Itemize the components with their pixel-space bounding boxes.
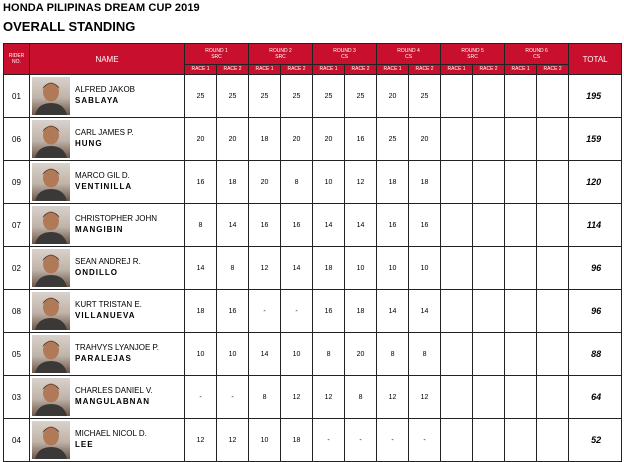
race-points (473, 75, 505, 118)
round-label: ROUND 1 (205, 47, 228, 54)
race-points (537, 118, 569, 161)
rider-first-name: MARCO GIL D. (75, 171, 130, 180)
race-points: - (185, 376, 217, 419)
race-points (505, 247, 537, 290)
race-points: 25 (217, 75, 249, 118)
round-header (377, 44, 441, 65)
race-points: 25 (313, 75, 345, 118)
race-points: 20 (313, 118, 345, 161)
race-points: 18 (377, 161, 409, 204)
rider-photo (32, 77, 70, 115)
race-header: RACE 1 (185, 64, 217, 74)
round-header (313, 44, 377, 65)
race-points: 8 (249, 376, 281, 419)
race-points: 10 (313, 161, 345, 204)
total-points: 159 (569, 118, 622, 161)
race-points (505, 333, 537, 376)
rider-last-name: LEE (75, 440, 94, 449)
race-points: 10 (249, 419, 281, 462)
rider-first-name: CARL JAMES P. (75, 128, 134, 137)
rider-photo (32, 378, 70, 416)
rider-first-name: CHARLES DANIEL V. (75, 386, 153, 395)
rider-row (4, 118, 622, 161)
race-header: RACE 1 (505, 64, 537, 74)
rider-name-cell (30, 75, 185, 118)
rider-name-cell (30, 247, 185, 290)
race-points: 25 (377, 118, 409, 161)
race-points (537, 247, 569, 290)
rider-first-name: CHRISTOPHER JOHN (75, 214, 158, 223)
rider-name-cell (30, 376, 185, 419)
race-points: 10 (377, 247, 409, 290)
rider-last-name: VENTINILLA (75, 182, 133, 191)
race-points: 14 (185, 247, 217, 290)
race-points: 25 (249, 75, 281, 118)
race-points: 16 (409, 204, 441, 247)
race-points: 20 (345, 333, 377, 376)
race-points: - (249, 290, 281, 333)
rider-photo (32, 206, 70, 244)
rider-row (4, 247, 622, 290)
race-points (441, 118, 473, 161)
race-points: 16 (217, 290, 249, 333)
race-points: - (377, 419, 409, 462)
race-points: 10 (281, 333, 313, 376)
race-points: - (345, 419, 377, 462)
race-points (441, 290, 473, 333)
rider-photo (32, 163, 70, 201)
round-type: CS (405, 53, 413, 60)
total-header: TOTAL (569, 44, 622, 75)
round-label: ROUND 2 (269, 47, 292, 54)
rider-number: 08 (4, 290, 30, 333)
rider-first-name: MICHAEL NICOL D. (75, 429, 147, 438)
race-points: 14 (217, 204, 249, 247)
race-points (537, 161, 569, 204)
race-points: 18 (345, 290, 377, 333)
race-points (473, 376, 505, 419)
race-header: RACE 2 (217, 64, 249, 74)
total-points: 88 (569, 333, 622, 376)
total-points: 96 (569, 290, 622, 333)
race-points: 14 (377, 290, 409, 333)
page-subtitle: OVERALL STANDING (3, 19, 136, 34)
race-points: 18 (281, 419, 313, 462)
round-header (505, 44, 569, 65)
race-points: - (409, 419, 441, 462)
rider-number: 01 (4, 75, 30, 118)
round-type: SRC (275, 53, 286, 60)
race-points: 8 (409, 333, 441, 376)
rider-number: 07 (4, 204, 30, 247)
rider-number: 09 (4, 161, 30, 204)
total-points: 120 (569, 161, 622, 204)
race-points: 16 (313, 290, 345, 333)
rider-last-name: SABLAYA (75, 96, 120, 105)
rider-number: 04 (4, 419, 30, 462)
race-header: RACE 1 (377, 64, 409, 74)
race-header: RACE 2 (409, 64, 441, 74)
rider-name-cell (30, 419, 185, 462)
race-points: 25 (185, 75, 217, 118)
race-points (441, 247, 473, 290)
race-points (473, 161, 505, 204)
race-header: RACE 1 (313, 64, 345, 74)
rider-last-name: ONDILLO (75, 268, 118, 277)
standings-table (3, 43, 622, 462)
rider-name-cell (30, 161, 185, 204)
rider-number: 05 (4, 333, 30, 376)
race-points: 25 (409, 75, 441, 118)
rider-number: 06 (4, 118, 30, 161)
rider-photo (32, 421, 70, 459)
race-points: 20 (249, 161, 281, 204)
rider-row (4, 419, 622, 462)
race-points: 8 (185, 204, 217, 247)
round-type: CS (341, 53, 349, 60)
race-points: 20 (185, 118, 217, 161)
race-points: 20 (217, 118, 249, 161)
race-points: - (313, 419, 345, 462)
race-points: 25 (345, 75, 377, 118)
rider-name-cell (30, 333, 185, 376)
race-points: 12 (345, 161, 377, 204)
total-points: 195 (569, 75, 622, 118)
race-header: RACE 2 (473, 64, 505, 74)
race-points: 18 (249, 118, 281, 161)
total-points: 96 (569, 247, 622, 290)
race-points (473, 333, 505, 376)
rider-first-name: KURT TRISTAN E. (75, 300, 142, 309)
rider-last-name: MANGULABNAN (75, 397, 150, 406)
rider-photo (32, 292, 70, 330)
race-points (441, 204, 473, 247)
rider-row (4, 161, 622, 204)
race-points (505, 376, 537, 419)
race-points (537, 75, 569, 118)
race-points: 10 (409, 247, 441, 290)
race-points (473, 290, 505, 333)
race-points: 8 (281, 161, 313, 204)
page-title: HONDA PILIPINAS DREAM CUP 2019 (3, 2, 200, 14)
race-points: 12 (185, 419, 217, 462)
round-header (441, 44, 505, 65)
race-points: 12 (409, 376, 441, 419)
race-points (505, 118, 537, 161)
race-points: 16 (185, 161, 217, 204)
race-points: 16 (345, 118, 377, 161)
race-points: 20 (377, 75, 409, 118)
race-points (473, 419, 505, 462)
race-points: 18 (185, 290, 217, 333)
race-points (473, 204, 505, 247)
race-points: 16 (249, 204, 281, 247)
race-points (505, 204, 537, 247)
rider-first-name: ALFRED JAKOB (75, 85, 136, 94)
race-points: 12 (313, 376, 345, 419)
race-points: 8 (313, 333, 345, 376)
rider-number: 02 (4, 247, 30, 290)
race-points (473, 118, 505, 161)
race-points: 12 (217, 419, 249, 462)
round-type: SRC (467, 53, 478, 60)
race-header: RACE 2 (345, 64, 377, 74)
name-header: NAME (30, 44, 185, 75)
race-points: 14 (249, 333, 281, 376)
rider-last-name: HUNG (75, 139, 103, 148)
rider-last-name: PARALEJAS (75, 354, 132, 363)
race-points: 18 (409, 161, 441, 204)
rider-photo (32, 335, 70, 373)
race-header: RACE 2 (537, 64, 569, 74)
race-points: 16 (281, 204, 313, 247)
race-points: 16 (377, 204, 409, 247)
race-points: - (281, 290, 313, 333)
race-points (537, 419, 569, 462)
rider-row (4, 75, 622, 118)
rider-photo (32, 249, 70, 287)
race-points: 8 (377, 333, 409, 376)
round-label: ROUND 3 (333, 47, 356, 54)
race-points: 20 (409, 118, 441, 161)
race-points (441, 161, 473, 204)
race-points (441, 376, 473, 419)
round-type: CS (533, 53, 541, 60)
race-points: 25 (281, 75, 313, 118)
race-points: 18 (217, 161, 249, 204)
race-header: RACE 1 (249, 64, 281, 74)
race-points (441, 75, 473, 118)
rider-last-name: VILLANUEVA (75, 311, 136, 320)
race-points (505, 419, 537, 462)
race-points (473, 247, 505, 290)
race-points: 12 (377, 376, 409, 419)
race-points (505, 161, 537, 204)
rider-name-cell (30, 204, 185, 247)
rider-row (4, 204, 622, 247)
round-type: SRC (211, 53, 222, 60)
race-points (537, 376, 569, 419)
rider-first-name: SEAN ANDREJ R. (75, 257, 141, 266)
race-header: RACE 1 (441, 64, 473, 74)
race-points: 10 (345, 247, 377, 290)
round-header (185, 44, 249, 65)
race-points (505, 75, 537, 118)
race-points: 14 (313, 204, 345, 247)
rider-row (4, 290, 622, 333)
race-points: 14 (345, 204, 377, 247)
race-points (537, 290, 569, 333)
race-points: 14 (409, 290, 441, 333)
race-points: 20 (281, 118, 313, 161)
race-points (537, 204, 569, 247)
race-points (537, 333, 569, 376)
rider-photo (32, 120, 70, 158)
round-header (249, 44, 313, 65)
race-points: 12 (281, 376, 313, 419)
race-points (505, 290, 537, 333)
rider-name-cell (30, 118, 185, 161)
race-points: 8 (345, 376, 377, 419)
race-header: RACE 2 (281, 64, 313, 74)
rider-no-header: RIDER NO. (4, 44, 30, 75)
race-points: 12 (249, 247, 281, 290)
race-points: - (217, 376, 249, 419)
rider-first-name: TRAHVYS LYANJOE P. (75, 343, 160, 352)
total-points: 64 (569, 376, 622, 419)
round-label: ROUND 4 (397, 47, 420, 54)
race-points: 10 (185, 333, 217, 376)
race-points: 8 (217, 247, 249, 290)
race-points (441, 419, 473, 462)
race-points: 10 (217, 333, 249, 376)
round-label: ROUND 6 (525, 47, 548, 54)
total-points: 114 (569, 204, 622, 247)
race-points (441, 333, 473, 376)
rider-number: 03 (4, 376, 30, 419)
race-points: 14 (281, 247, 313, 290)
rider-last-name: MANGIBIN (75, 225, 124, 234)
total-points: 52 (569, 419, 622, 462)
rider-row (4, 333, 622, 376)
round-label: ROUND 5 (461, 47, 484, 54)
rider-row (4, 376, 622, 419)
race-points: 18 (313, 247, 345, 290)
rider-name-cell (30, 290, 185, 333)
